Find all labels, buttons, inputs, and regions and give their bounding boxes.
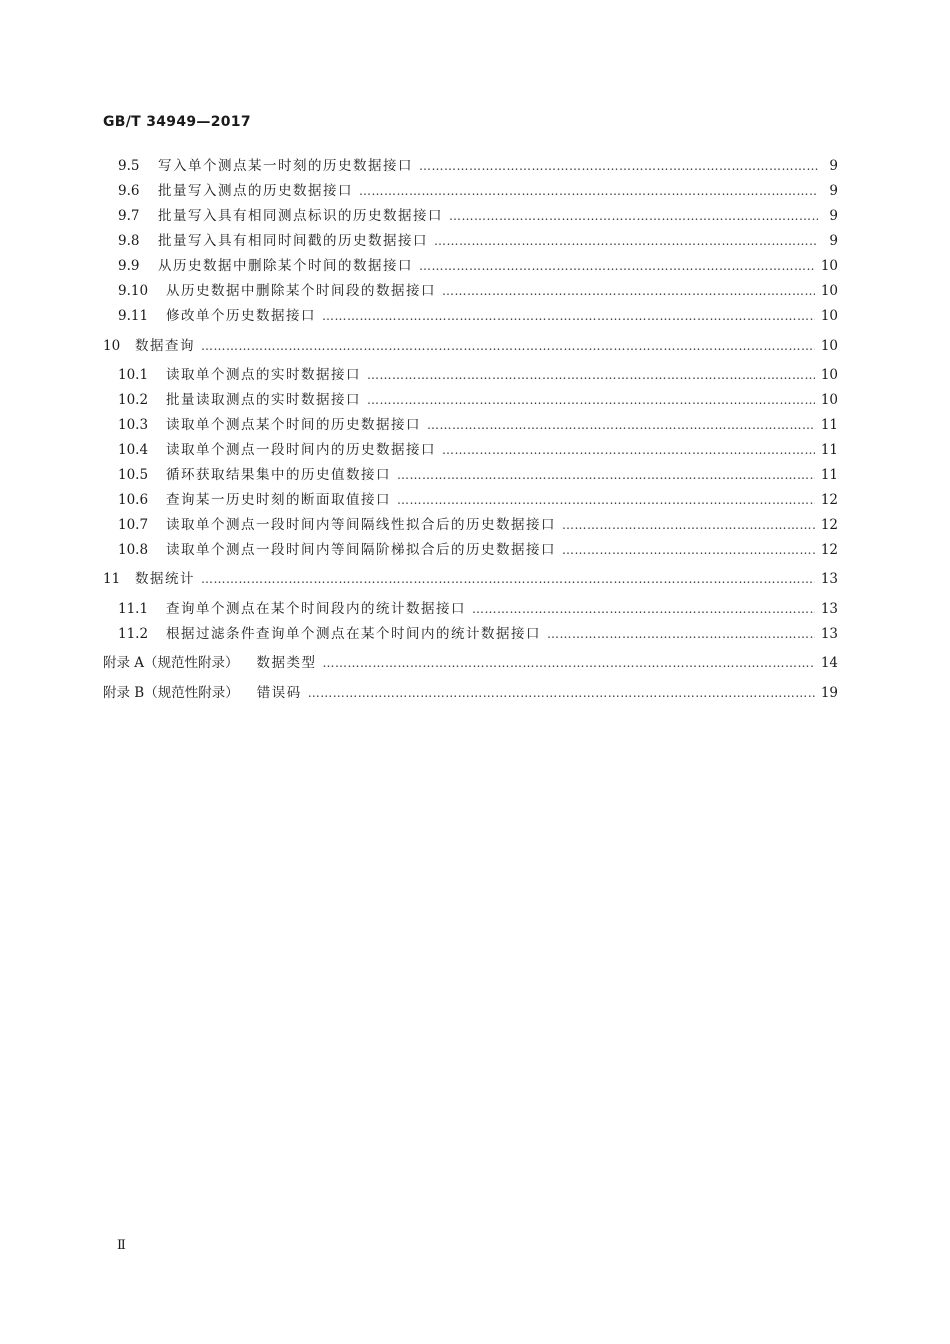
toc-leader-dots	[472, 600, 815, 618]
toc-entry-number: 11	[103, 571, 121, 587]
toc-entry[interactable]	[118, 516, 838, 534]
toc-entry[interactable]	[118, 182, 838, 200]
toc-entry[interactable]	[118, 600, 838, 618]
toc-entry-page: 12	[820, 492, 838, 508]
toc-entry-number: 9.11	[118, 308, 149, 324]
toc-entry-page: 12	[820, 542, 838, 558]
toc-leader-dots	[427, 416, 815, 434]
toc-entry-title: 批量写入具有相同时间戳的历史数据接口	[158, 233, 428, 249]
toc-entry-title: 写入单个测点某一时刻的历史数据接口	[158, 158, 413, 174]
toc-leader-dots	[449, 207, 818, 225]
toc-entry-title: 读取单个测点一段时间内的历史数据接口	[166, 442, 436, 458]
toc-entry-number: 10.7	[118, 517, 149, 533]
toc-entry-page: 10	[820, 283, 838, 299]
toc-entry-number: 9.5	[118, 158, 140, 174]
toc-entry-page: 13	[820, 571, 838, 587]
toc-entry-page: 9	[829, 183, 838, 199]
toc-entry[interactable]	[118, 391, 838, 409]
toc-entry-number: 10.5	[118, 467, 149, 483]
toc-entry-title: 批量读取测点的实时数据接口	[166, 392, 361, 408]
toc-entry-page: 10	[820, 308, 838, 324]
toc-entry-title: 根据过滤条件查询单个测点在某个时间内的统计数据接口	[166, 626, 541, 642]
toc-entry-appendix[interactable]	[103, 684, 838, 702]
toc-leader-dots	[322, 307, 815, 325]
toc-leader-dots	[367, 391, 815, 409]
toc-leader-dots	[359, 182, 818, 200]
toc-entry-title: 批量写入测点的历史数据接口	[158, 183, 353, 199]
toc-entry-page: 12	[820, 517, 838, 533]
toc-entry-page: 13	[820, 626, 838, 642]
toc-entry[interactable]	[118, 282, 838, 300]
toc-entry[interactable]	[118, 307, 838, 325]
toc-entry-title: 查询单个测点在某个时间段内的统计数据接口	[166, 601, 466, 617]
toc-entry-appendix[interactable]	[103, 654, 838, 672]
toc-entry-number: 9.10	[118, 283, 149, 299]
toc-leader-dots	[419, 257, 815, 275]
toc-leader-dots	[547, 625, 815, 643]
toc-entry-title: 读取单个测点某个时间的历史数据接口	[166, 417, 421, 433]
toc-entry[interactable]	[118, 441, 838, 459]
toc-entry[interactable]	[118, 541, 838, 559]
toc-leader-dots	[419, 157, 818, 175]
toc-leader-dots	[434, 232, 818, 250]
document-code: GB/T 34949—2017	[103, 114, 251, 130]
toc-entry-page: 14	[820, 655, 838, 671]
toc-entry-number: 9.6	[118, 183, 140, 199]
toc-entry[interactable]	[118, 491, 838, 509]
toc-leader-dots	[442, 282, 815, 300]
toc-entry-number: 10.3	[118, 417, 149, 433]
toc-leader-dots	[308, 684, 815, 702]
toc-entry-number: 10.2	[118, 392, 149, 408]
toc-entry-title: 数据查询	[135, 338, 195, 354]
toc-entry-page: 19	[820, 685, 838, 701]
toc-entry-number: 11.1	[118, 601, 149, 617]
toc-entry-page: 9	[829, 208, 838, 224]
toc-leader-dots	[201, 337, 815, 355]
toc-entry-number: 附录 A（规范性附录）	[103, 655, 239, 671]
toc-entry-number: 10.6	[118, 492, 149, 508]
toc-leader-dots	[397, 466, 815, 484]
toc-entry-number: 11.2	[118, 626, 149, 642]
toc-entry-number: 9.7	[118, 208, 140, 224]
toc-leader-dots	[442, 441, 815, 459]
toc-entry-number: 9.8	[118, 233, 140, 249]
toc-entry[interactable]	[118, 466, 838, 484]
toc-entry-title: 查询某一历史时刻的断面取值接口	[166, 492, 391, 508]
toc-entry-page: 11	[820, 442, 838, 458]
toc-entry[interactable]	[118, 207, 838, 225]
toc-entry-title: 批量写入具有相同测点标识的历史数据接口	[158, 208, 443, 224]
toc-entry-number: 9.9	[118, 258, 140, 274]
toc-entry[interactable]	[103, 570, 838, 588]
toc-entry[interactable]	[118, 625, 838, 643]
toc-entry-page: 13	[820, 601, 838, 617]
toc-leader-dots	[201, 570, 815, 588]
toc-entry-page: 9	[829, 233, 838, 249]
toc-entry-page: 10	[820, 338, 838, 354]
toc-entry-title: 数据类型	[256, 655, 317, 671]
toc-entry-number: 10.4	[118, 442, 149, 458]
toc-entry-title: 数据统计	[135, 571, 195, 587]
toc-entry-title: 错误码	[256, 685, 302, 701]
toc-entry[interactable]	[118, 257, 838, 275]
toc-entry-page: 10	[820, 367, 838, 383]
toc-leader-dots	[562, 516, 815, 534]
toc-entry[interactable]	[103, 337, 838, 355]
toc-entry-page: 10	[820, 258, 838, 274]
toc-entry[interactable]	[118, 157, 838, 175]
toc-entry-number: 10.8	[118, 542, 149, 558]
toc-leader-dots	[367, 366, 815, 384]
toc-leader-dots	[323, 654, 815, 672]
page-number: Ⅱ	[117, 1238, 126, 1253]
toc-entry-title: 修改单个历史数据接口	[166, 308, 316, 324]
toc-entry-title: 读取单个测点的实时数据接口	[166, 367, 361, 383]
toc-entry-title: 读取单个测点一段时间内等间隔线性拟合后的历史数据接口	[166, 517, 556, 533]
toc-entry-page: 10	[820, 392, 838, 408]
toc-entry-page: 9	[829, 158, 838, 174]
toc-entry[interactable]	[118, 232, 838, 250]
toc-entry-title: 循环获取结果集中的历史值数接口	[166, 467, 391, 483]
toc-entry-page: 11	[820, 467, 838, 483]
toc-entry[interactable]	[118, 416, 838, 434]
toc-entry-page: 11	[820, 417, 838, 433]
toc-entry-title: 从历史数据中删除某个时间段的数据接口	[166, 283, 436, 299]
toc-leader-dots	[397, 491, 815, 509]
toc-entry-title: 从历史数据中删除某个时间的数据接口	[158, 258, 413, 274]
toc-entry-number: 10.1	[118, 367, 149, 383]
toc-entry-title: 读取单个测点一段时间内等间隔阶梯拟合后的历史数据接口	[166, 542, 556, 558]
toc-entry-number: 附录 B（规范性附录）	[103, 685, 239, 701]
toc-leader-dots	[562, 541, 815, 559]
toc-entry[interactable]	[118, 366, 838, 384]
toc-entry-number: 10	[103, 338, 121, 354]
